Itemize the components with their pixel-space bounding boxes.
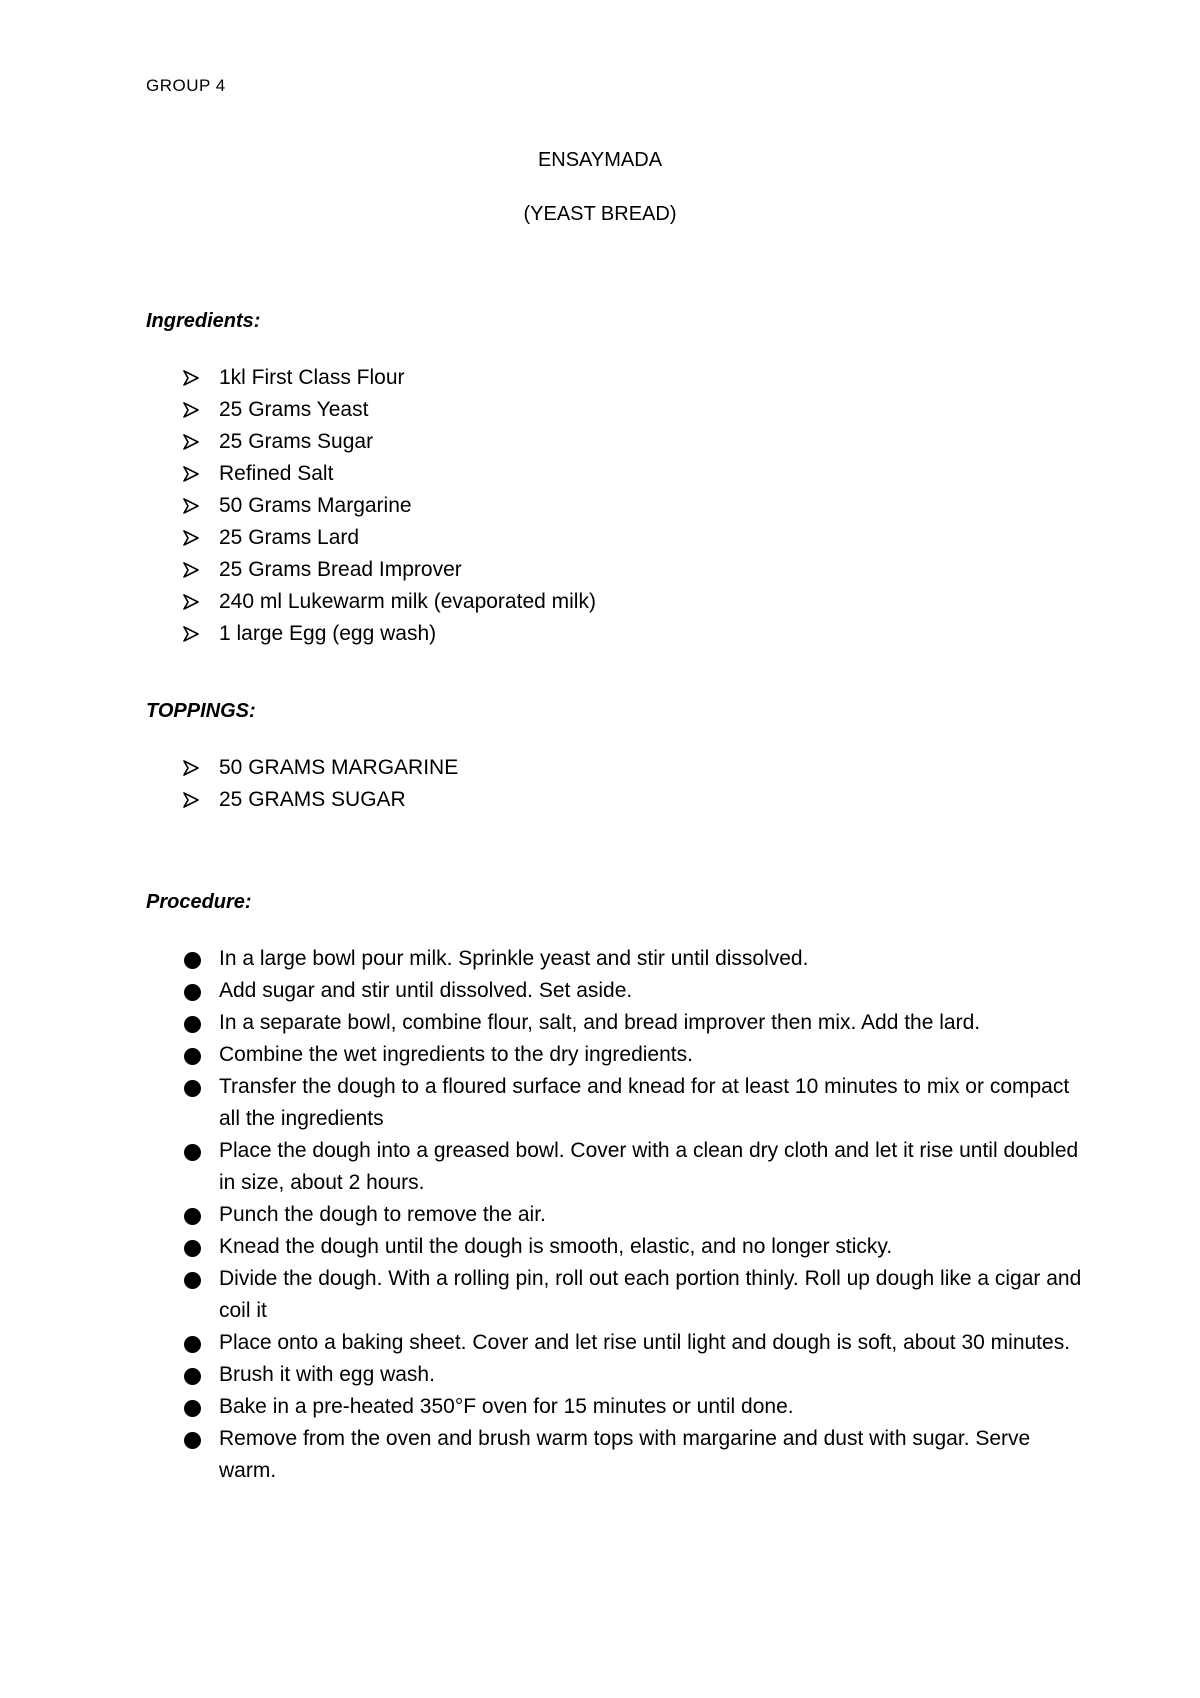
procedure-step-text: Divide the dough. With a rolling pin, roll out each portion thinly. Roll up dough like a cigar and coil it [219, 1267, 1082, 1322]
ingredient-text: 1 large Egg (egg wash) [219, 622, 437, 645]
arrow-bullet-icon [183, 626, 199, 642]
arrow-bullet-icon [183, 466, 199, 482]
round-bullet-icon [184, 1080, 201, 1097]
list-item [183, 1071, 1083, 1135]
list-item [183, 1231, 1083, 1263]
list-item [183, 426, 1083, 458]
ingredient-text: 25 Grams Lard [219, 526, 360, 549]
list-item [183, 490, 1083, 522]
ingredient-text: 1kl First Class Flour [219, 366, 405, 389]
round-bullet-icon [184, 1336, 201, 1353]
procedure-step-text: Remove from the oven and brush warm tops with margarine and dust with sugar. Serve warm. [219, 1427, 1031, 1482]
arrow-bullet-icon [183, 594, 199, 610]
list-item [183, 522, 1083, 554]
list-item [183, 1263, 1083, 1327]
procedure-step-text: Place the dough into a greased bowl. Cover with a clean dry cloth and let it rise until doubled in size, about 2 hours. [219, 1139, 1079, 1194]
round-bullet-icon [184, 1240, 201, 1257]
ingredient-text: 25 Grams Bread Improver [219, 558, 462, 581]
list-item [183, 394, 1083, 426]
list-item [183, 586, 1083, 618]
ingredient-text: Refined Salt [219, 462, 334, 485]
list-item [183, 975, 1083, 1007]
ingredients-heading: Ingredients: [146, 310, 261, 332]
round-bullet-icon [184, 1368, 201, 1385]
group-label: GROUP 4 [146, 76, 226, 95]
arrow-bullet-icon [183, 530, 199, 546]
list-item [183, 1359, 1083, 1391]
round-bullet-icon [184, 984, 201, 1001]
list-item [183, 1135, 1083, 1199]
procedure-step-text: Transfer the dough to a floured surface and knead for at least 10 minutes to mix or compact all the ingredients [219, 1075, 1070, 1130]
list-item [183, 784, 1083, 816]
ingredient-text: 50 Grams Margarine [219, 494, 412, 517]
topping-text: 25 GRAMS SUGAR [219, 788, 406, 811]
list-item [183, 362, 1083, 394]
recipe-subtitle: (YEAST BREAD) [523, 203, 677, 225]
arrow-bullet-icon [183, 370, 199, 386]
procedure-step-text: In a separate bowl, combine flour, salt, and bread improver then mix. Add the lard. [219, 1011, 981, 1034]
list-item [183, 943, 1083, 975]
procedure-step-text: Add sugar and stir until dissolved. Set aside. [219, 979, 633, 1002]
round-bullet-icon [184, 1272, 201, 1289]
ingredient-text: 25 Grams Sugar [219, 430, 374, 453]
list-item [183, 1039, 1083, 1071]
arrow-bullet-icon [183, 792, 199, 808]
arrow-bullet-icon [183, 562, 199, 578]
round-bullet-icon [184, 1144, 201, 1161]
list-item [183, 752, 1083, 784]
procedure-step-text: Place onto a baking sheet. Cover and let rise until light and dough is soft, about 30 minutes. [219, 1331, 1071, 1354]
list-item [183, 1391, 1083, 1423]
ingredient-text: 240 ml Lukewarm milk (evaporated milk) [219, 590, 596, 613]
round-bullet-icon [184, 1208, 201, 1225]
list-item [183, 1007, 1083, 1039]
round-bullet-icon [184, 1016, 201, 1033]
procedure-step-text: In a large bowl pour milk. Sprinkle yeast and stir until dissolved. [219, 947, 809, 970]
procedure-list [183, 943, 1083, 1487]
arrow-bullet-icon [183, 402, 199, 418]
list-item [183, 1199, 1083, 1231]
procedure-step-text: Knead the dough until the dough is smooth, elastic, and no longer sticky. [219, 1235, 893, 1258]
ingredients-list [183, 362, 1083, 650]
round-bullet-icon [184, 1432, 201, 1449]
topping-text: 50 GRAMS MARGARINE [219, 756, 459, 779]
procedure-heading: Procedure: [146, 891, 252, 913]
list-item [183, 554, 1083, 586]
toppings-list [183, 752, 1083, 816]
procedure-step-text: Bake in a pre-heated 350°F oven for 15 minutes or until done. [219, 1395, 794, 1418]
ingredient-text: 25 Grams Yeast [219, 398, 369, 421]
toppings-heading: TOPPINGS: [146, 700, 256, 722]
procedure-step-text: Combine the wet ingredients to the dry ingredients. [219, 1043, 693, 1066]
arrow-bullet-icon [183, 498, 199, 514]
list-item [183, 618, 1083, 650]
arrow-bullet-icon [183, 434, 199, 450]
list-item [183, 1423, 1083, 1487]
list-item [183, 458, 1083, 490]
procedure-step-text: Brush it with egg wash. [219, 1363, 435, 1386]
recipe-title: ENSAYMADA [537, 149, 663, 171]
round-bullet-icon [184, 1400, 201, 1417]
round-bullet-icon [184, 1048, 201, 1065]
list-item [183, 1327, 1083, 1359]
arrow-bullet-icon [183, 760, 199, 776]
procedure-step-text: Punch the dough to remove the air. [219, 1203, 546, 1226]
round-bullet-icon [184, 952, 201, 969]
